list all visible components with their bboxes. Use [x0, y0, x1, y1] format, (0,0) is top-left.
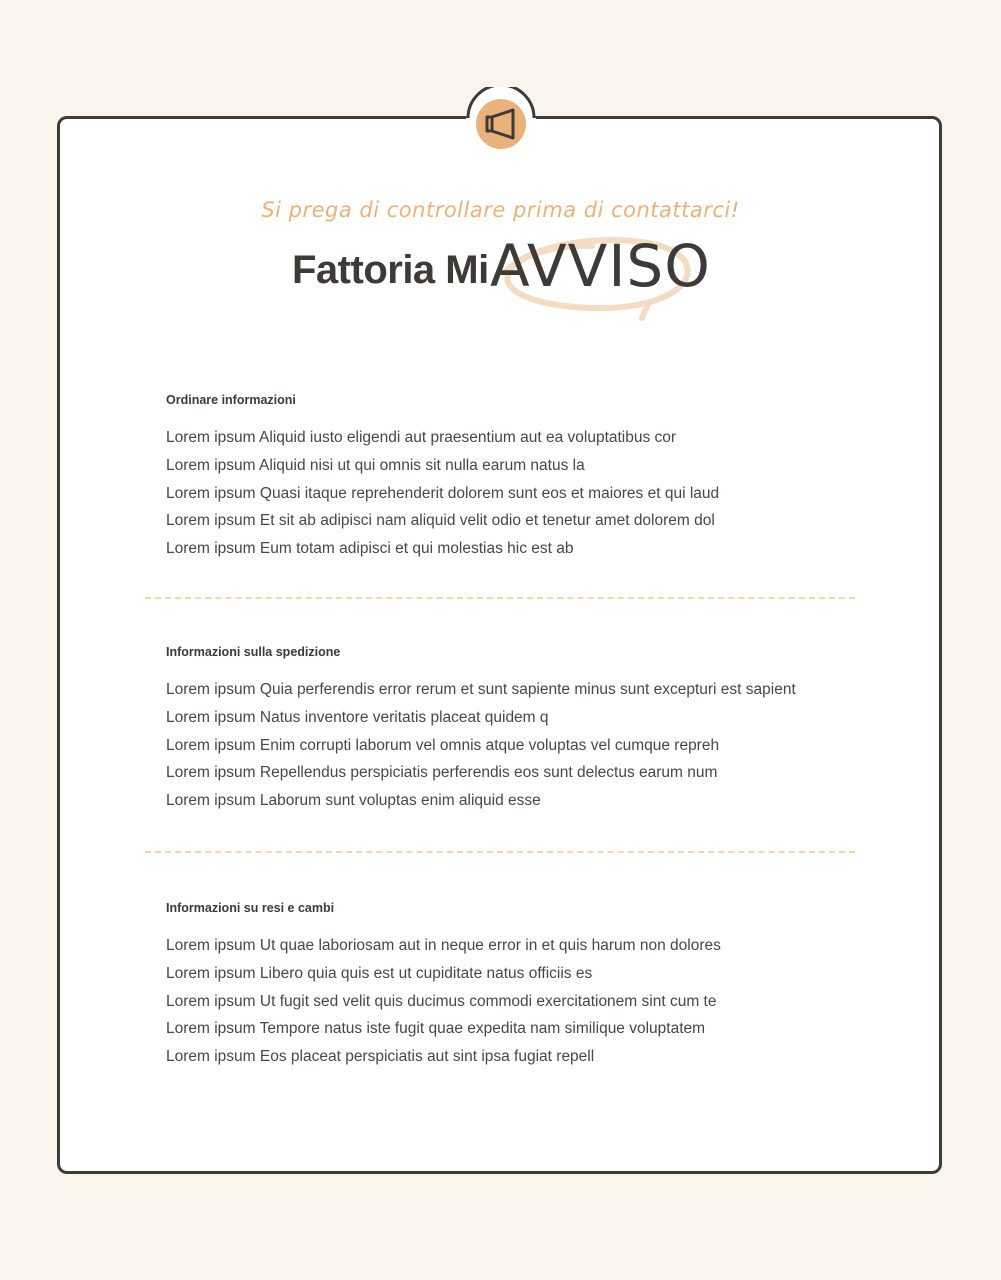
- megaphone-badge: [466, 87, 536, 157]
- info-line: Lorem ipsum Repellendus perspiciatis perferendis eos sunt delectus earum num: [166, 764, 718, 782]
- notice-subtitle: Si prega di controllare prima di contattarci!: [261, 198, 740, 222]
- info-line: Lorem ipsum Et sit ab adipisci nam aliquid velit odio et tenetur amet dolorem dol: [166, 512, 715, 530]
- info-line: Lorem ipsum Tempore natus iste fugit quae expedita nam similique voluptatem: [166, 1020, 706, 1038]
- info-line: Lorem ipsum Eos placeat perspiciatis aut sint ipsa fugiat repell: [166, 1048, 595, 1066]
- dashed-divider: [145, 851, 855, 853]
- info-line: Lorem ipsum Ut fugit sed velit quis ducimus commodi exercitationem sint cum te: [166, 992, 717, 1010]
- section-heading: Informazioni sulla spedizione: [166, 645, 341, 659]
- info-line: Lorem ipsum Aliquid nisi ut qui omnis sit nulla earum natus la: [166, 456, 585, 474]
- section-heading: Informazioni su resi e cambi: [166, 901, 335, 915]
- info-line: Lorem ipsum Natus inventore veritatis placeat quidem q: [166, 708, 549, 726]
- section-order-info: [166, 393, 866, 563]
- title-main: Fattoria Mi: [292, 248, 489, 292]
- info-line: Lorem ipsum Aliquid iusto eligendi aut praesentium aut ea voluptatibus cor: [166, 429, 677, 446]
- info-line: Lorem ipsum Libero quia quis est ut cupiditate natus officiis es: [166, 964, 593, 982]
- info-line: Lorem ipsum Laborum sunt voluptas enim aliquid esse: [166, 792, 541, 810]
- info-line: Lorem ipsum Quia perferendis error rerum et sunt sapiente minus sunt excepturi est sapient: [166, 681, 796, 698]
- section-shipping-info: [166, 645, 866, 815]
- info-line: Lorem ipsum Enim corrupti laborum vel omnis atque voluptas vel cumque repreh: [166, 736, 720, 754]
- page-title: [292, 232, 732, 332]
- section-returns-info: [166, 901, 866, 1071]
- info-line: Lorem ipsum Eum totam adipisci et qui molestias hic est ab: [166, 540, 574, 558]
- info-line: Lorem ipsum Ut quae laboriosam aut in neque error in et quis harum non dolores: [166, 937, 721, 954]
- info-line: Lorem ipsum Quasi itaque reprehenderit dolorem sunt eos et maiores et qui laud: [166, 484, 720, 502]
- title-accent: AVVISO: [490, 232, 711, 300]
- dashed-divider: [145, 597, 855, 599]
- section-heading: Ordinare informazioni: [166, 393, 296, 407]
